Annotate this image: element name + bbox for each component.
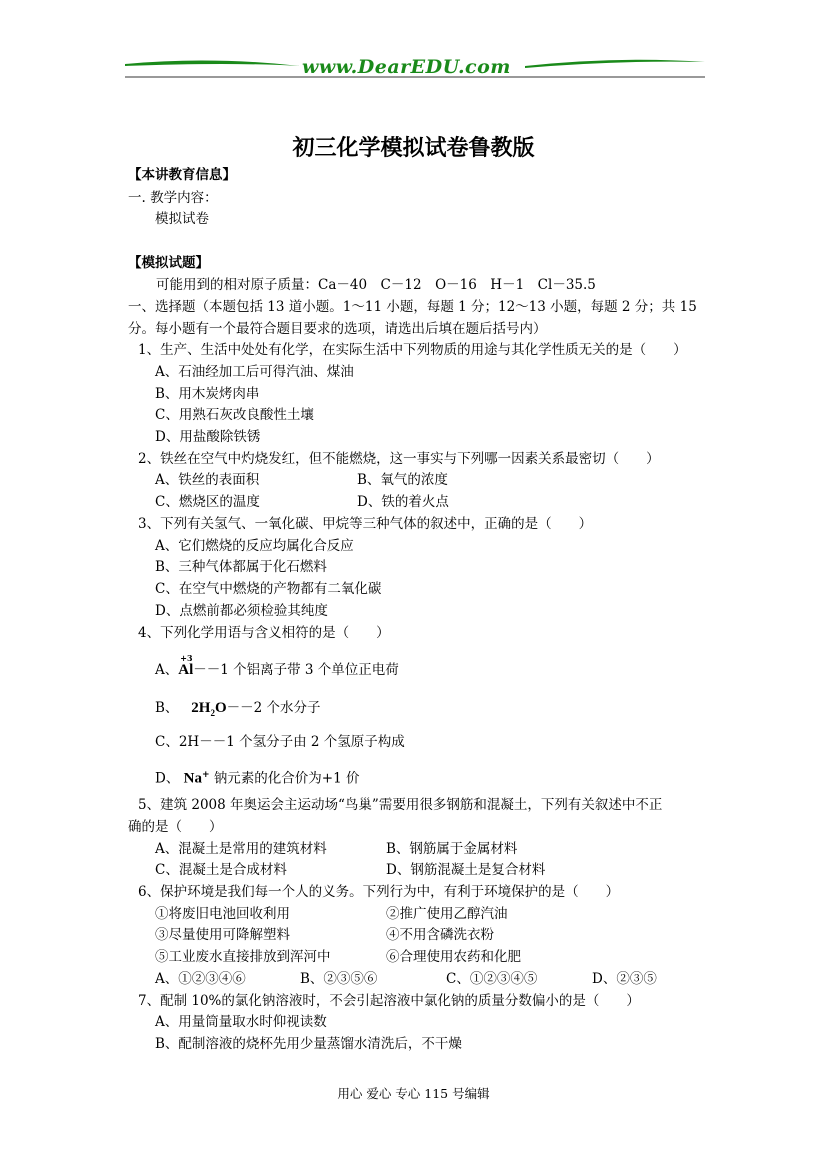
- q6-item-2: ②推广使用乙醇汽油: [386, 906, 508, 922]
- q5-option-b: B、钢筋属于金属材料: [386, 841, 518, 857]
- teaching-content-value: 模拟试卷: [155, 211, 209, 227]
- q6-item-3: ③尽量使用可降解塑料: [155, 927, 290, 943]
- q6-option-a: A、①②③④⑥: [155, 971, 246, 987]
- q6-option-d: D、②③⑤: [592, 971, 657, 987]
- q1-option-a: A、石油经加工后可得汽油、煤油: [155, 364, 354, 380]
- teaching-content-label: 一. 教学内容：: [128, 190, 218, 206]
- q5-stem-line2: 确的是（ ）: [128, 819, 223, 835]
- q1-stem: 1、生产、生活中处处有化学，在实际生活中下列物质的用途与其化学性质无关的是（ ）: [138, 342, 687, 358]
- q4-option-b: [155, 699, 321, 722]
- q5-option-d: D、钢筋混凝土是复合材料: [386, 862, 546, 878]
- section1-line1: 一、选择题（本题包括 13 道小题。1～11 小题，每题 1 分；12～13 小题，每题 2 分；共 15: [128, 299, 697, 315]
- atomic-masses: 可能用到的相对原子质量：Ca－40 C－12 O－16 H－1 Cl－35.5: [156, 277, 596, 293]
- q3-stem: 3、下列有关氢气、一氧化碳、甲烷等三种气体的叙述中，正确的是（ ）: [138, 516, 593, 532]
- q3-option-c: C、在空气中燃烧的产物都有二氧化碳: [155, 581, 382, 597]
- q4-option-b-formula: [191, 700, 226, 716]
- page-title: 初三化学模拟试卷鲁教版: [292, 136, 535, 161]
- q4-option-a-text: －－1 个铝离子带 3 个单位正电荷: [193, 662, 399, 678]
- q3-option-a: A、它们燃烧的反应均属化合反应: [155, 538, 354, 554]
- q7-option-b: B、配制溶液的烧杯先用少量蒸馏水清洗后，不干燥: [155, 1036, 462, 1052]
- q6-stem: 6、保护环境是我们每一个人的义务。下列行为中，有利于环境保护的是（ ）: [138, 884, 620, 900]
- q4-option-d-prefix: D、: [155, 770, 180, 787]
- page-footer: 用心 爱心 专心 115 号编辑: [337, 1086, 490, 1101]
- q1-option-d: D、用盐酸除铁锈: [155, 429, 261, 445]
- q4-option-a-prefix: A、: [155, 662, 179, 678]
- q5-option-c: C、混凝土是合成材料: [155, 862, 287, 878]
- q7-option-a: A、用量筒量取水时仰视读数: [155, 1014, 327, 1030]
- q1-option-c: C、用熟石灰改良酸性土壤: [155, 407, 314, 423]
- q4-option-a: [155, 653, 399, 679]
- q4-option-d-text: 钠元素的化合价为+1 价: [213, 770, 360, 787]
- section1-line2: 分。每小题有一个最符合题目要求的选项，请选出后填在题后括号内）: [128, 321, 547, 337]
- q3-option-b: B、三种气体都属于化石燃料: [155, 559, 327, 575]
- info-heading: 【本讲教育信息】: [128, 167, 236, 183]
- q6-option-b: B、②③⑤⑥: [300, 971, 378, 987]
- q4-option-b-sub: 2: [210, 708, 215, 718]
- q4-option-b-coef: 2H: [191, 700, 211, 716]
- q3-option-d: D、点燃前都必须检验其纯度: [155, 603, 328, 619]
- q5-option-a: A、混凝土是常用的建筑材料: [155, 841, 327, 857]
- q6-item-5: ⑤工业废水直接排放到浑河中: [155, 949, 331, 965]
- q4-option-b-prefix: B、: [155, 700, 179, 716]
- q4-option-c: C、2H－－1 个氢分子由 2 个氢原子构成: [155, 734, 405, 750]
- site-logo: www.DearEDU.com: [302, 56, 511, 78]
- q2-option-a: A、铁丝的表面积: [155, 472, 260, 488]
- q4-option-a-symbol: Al: [178, 662, 194, 678]
- q4-option-b-text: －－2 个水分子: [226, 700, 321, 716]
- test-heading: 【模拟试题】: [128, 255, 209, 271]
- q1-option-b: B、用木炭烤肉串: [155, 386, 260, 402]
- q2-stem: 2、铁丝在空气中灼烧发红，但不能燃烧，这一事实与下列哪一因素关系最密切（ ）: [138, 451, 660, 467]
- q5-stem-line1: 5、建筑 2008 年奥运会主运动场“鸟巢”需要用很多钢筋和混凝土，下列有关叙述中不正: [138, 797, 663, 813]
- q4-option-d-symbol: Na: [183, 770, 202, 787]
- q4-option-b-o: O: [214, 700, 227, 716]
- q2-option-d: D、铁的着火点: [357, 494, 449, 510]
- q4-option-a-charge: +3: [180, 653, 193, 663]
- q2-option-b: B、氧气的浓度: [357, 472, 448, 488]
- q6-item-1: ①将废旧电池回收利用: [155, 906, 290, 922]
- q6-option-c: C、①②③④⑤: [446, 971, 538, 987]
- q7-stem: 7、配制 10%的氯化钠溶液时，不会引起溶液中氯化钠的质量分数偏小的是（ ）: [138, 993, 640, 1009]
- q4-option-d: [155, 766, 360, 788]
- q4-option-d-sup: +: [201, 770, 210, 780]
- q2-option-c: C、燃烧区的温度: [155, 494, 260, 510]
- q6-item-6: ⑥合理使用农药和化肥: [386, 949, 521, 965]
- q4-stem: 4、下列化学用语与含义相符的是（ ）: [138, 625, 390, 641]
- q6-item-4: ④不用含磷洗衣粉: [386, 927, 494, 943]
